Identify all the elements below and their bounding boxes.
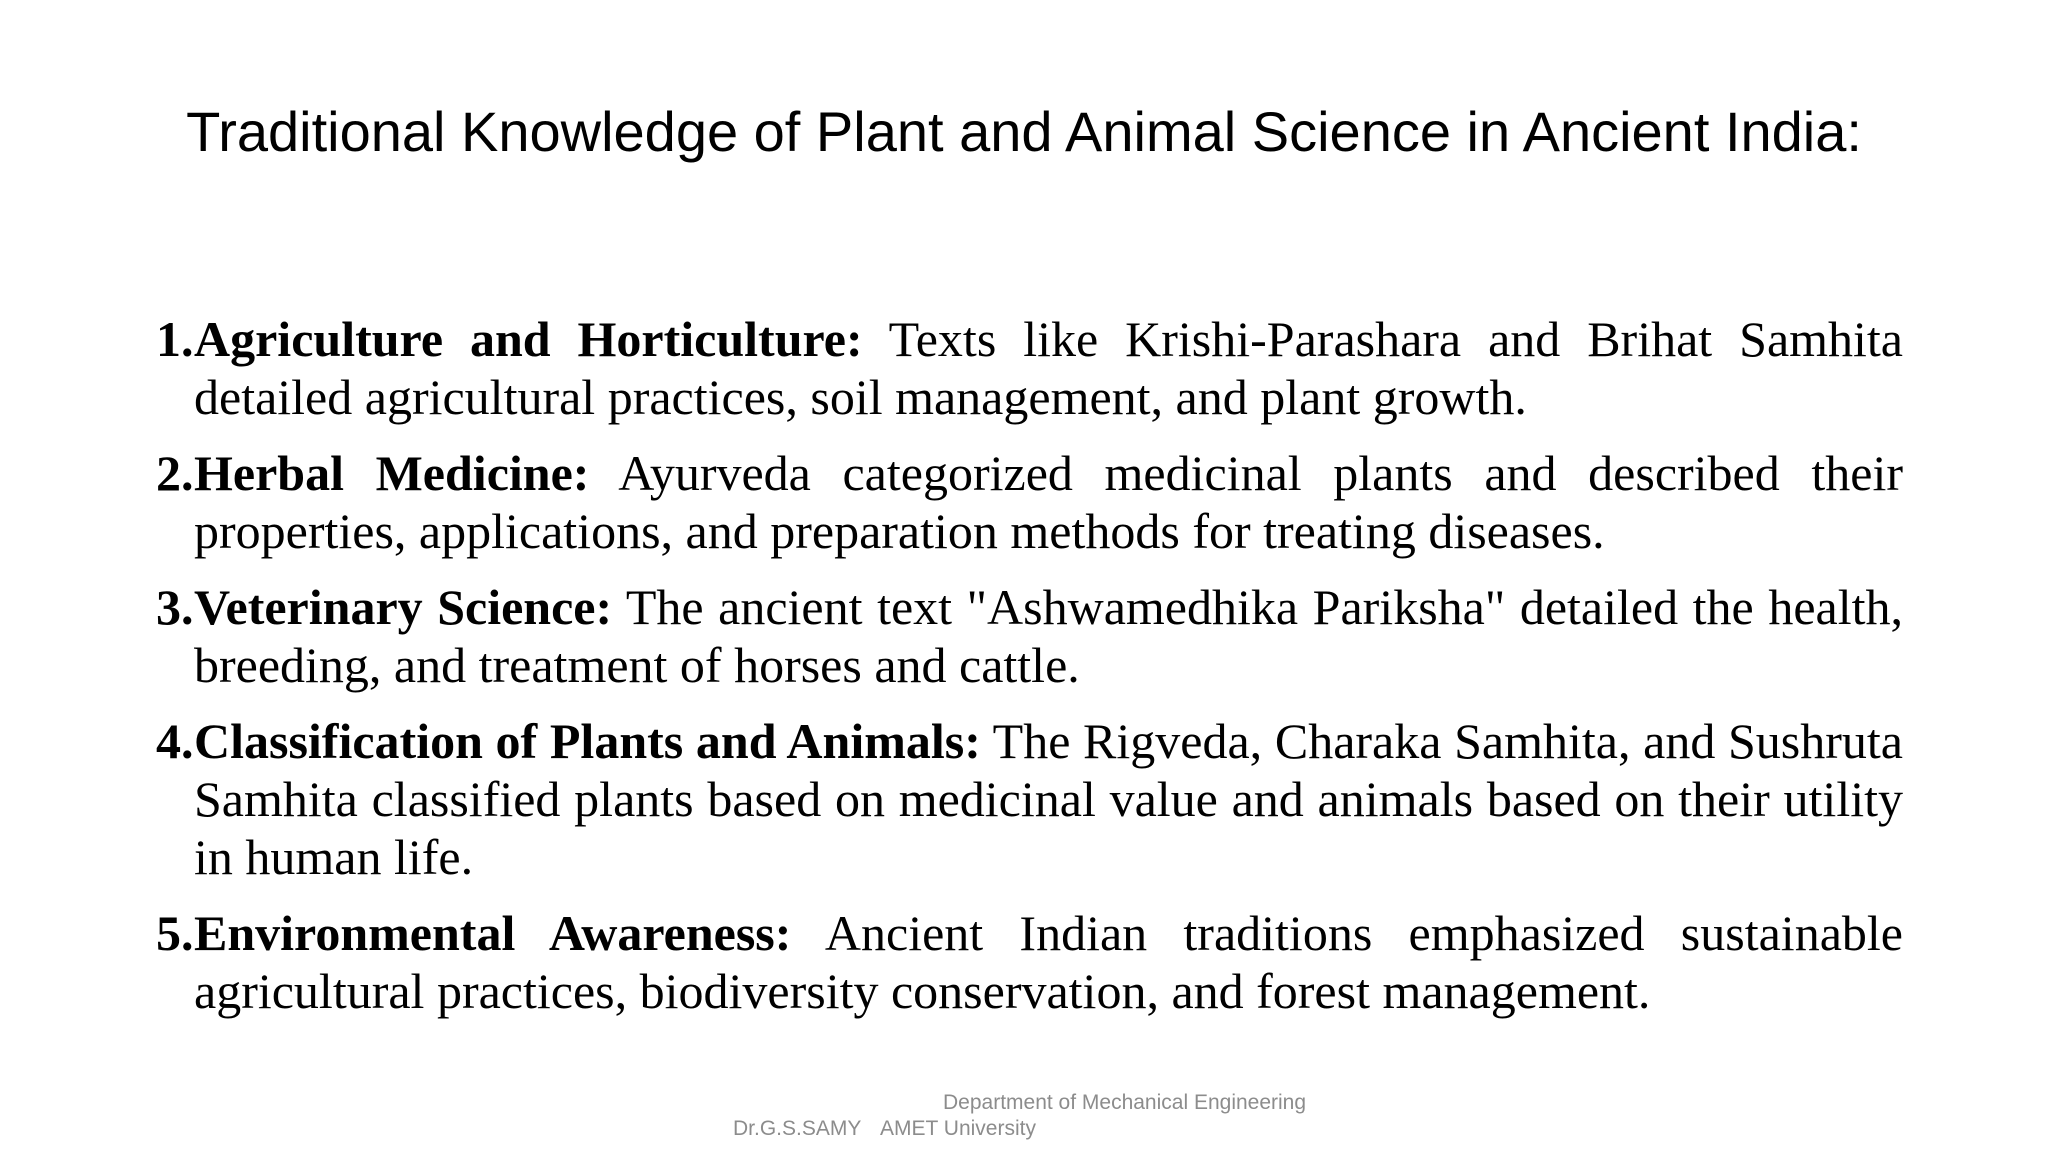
list-item-heading: Classification of Plants and Animals: [194, 713, 981, 769]
list-item-heading: Agriculture and Horticulture: [194, 311, 863, 367]
list-item-text: The Rigveda, Charaka Samhita, and Sushruta Samhita classified plants based on medicinal value and animals based on their utility in human life. [194, 713, 1903, 885]
list-item [156, 578, 1903, 694]
list-item-number: 1. [156, 311, 194, 367]
list-item-text: Texts like Krishi-Parashara and Brihat Samhita detailed agricultural practices, soil management, and plant growth. [194, 311, 1903, 425]
list-item-number: 5. [156, 905, 194, 961]
list-item-number: 4. [156, 713, 194, 769]
footer-author: Dr.G.S.SAMY [733, 1117, 862, 1140]
list-item [156, 310, 1903, 426]
list-item-text: Ancient Indian traditions emphasized sustainable agricultural practices, biodiversity conservation, and forest management. [194, 905, 1903, 1019]
footer-department: Department of Mechanical Engineering [943, 1091, 1307, 1114]
list-item-heading: Herbal Medicine: [194, 445, 590, 501]
list-item-text: The ancient text "Ashwamedhika Pariksha" detailed the health, breeding, and treatment of horses and cattle. [194, 579, 1903, 693]
list-item [156, 444, 1903, 560]
list-item-heading: Environmental Awareness: [194, 905, 792, 961]
numbered-list [156, 310, 1903, 1038]
list-item-heading: Veterinary Science: [194, 579, 613, 635]
list-item-text: Ayurveda categorized medicinal plants and described their properties, applications, and preparation methods for treating diseases. [194, 445, 1904, 559]
list-item-number: 2. [156, 445, 194, 501]
list-item-number: 3. [156, 579, 194, 635]
list-item [156, 904, 1903, 1020]
footer-university: AMET University [880, 1117, 1036, 1140]
list-item [156, 712, 1903, 886]
slide-title: Traditional Knowledge of Plant and Animal Science in Ancient India: [186, 100, 1862, 163]
